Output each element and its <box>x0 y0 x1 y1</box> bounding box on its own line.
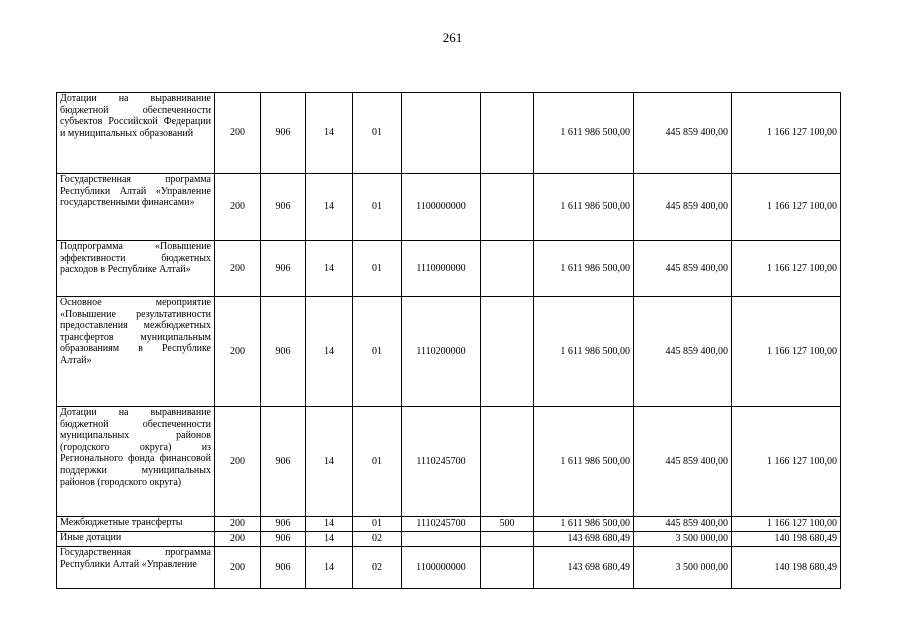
ministry-code-cell: 906 <box>261 241 306 297</box>
sum-federal-cell: 445 859 400,00 <box>634 407 732 517</box>
table-row <box>57 297 841 407</box>
sum-federal-cell: 3 500 000,00 <box>634 547 732 589</box>
admin-code-cell: 200 <box>215 547 261 589</box>
admin-code-cell: 200 <box>215 517 261 532</box>
table-row <box>57 517 841 532</box>
section-code-cell: 14 <box>306 532 353 547</box>
expense-type-cell <box>481 297 534 407</box>
sum-regional-cell: 1 166 127 100,00 <box>732 517 841 532</box>
row-name-cell: Дотации на выравнивание бюджетной обеспеченности субъектов Российской Федерации и муниципальных образований <box>57 93 215 174</box>
admin-code-cell: 200 <box>215 407 261 517</box>
admin-code-cell: 200 <box>215 532 261 547</box>
subsection-code-cell: 02 <box>353 532 402 547</box>
sum-total-cell: 1 611 986 500,00 <box>534 407 634 517</box>
admin-code-cell: 200 <box>215 297 261 407</box>
expense-type-cell <box>481 532 534 547</box>
subsection-code-cell: 01 <box>353 93 402 174</box>
sum-total-cell: 1 611 986 500,00 <box>534 297 634 407</box>
expense-type-cell <box>481 174 534 241</box>
row-name-cell: Подпрограмма «Повышение эффективности бюджетных расходов в Республике Алтай» <box>57 241 215 297</box>
target-code-cell: 1110000000 <box>402 241 481 297</box>
section-code-cell: 14 <box>306 297 353 407</box>
row-name-cell: Иные дотации <box>57 532 215 547</box>
expense-type-cell <box>481 93 534 174</box>
expense-type-cell: 500 <box>481 517 534 532</box>
target-code-cell: 1110245700 <box>402 407 481 517</box>
subsection-code-cell: 01 <box>353 517 402 532</box>
sum-total-cell: 1 611 986 500,00 <box>534 517 634 532</box>
ministry-code-cell: 906 <box>261 407 306 517</box>
table-row <box>57 407 841 517</box>
admin-code-cell: 200 <box>215 241 261 297</box>
subsection-code-cell: 01 <box>353 174 402 241</box>
sum-regional-cell: 140 198 680,49 <box>732 547 841 589</box>
expense-type-cell <box>481 241 534 297</box>
sum-total-cell: 1 611 986 500,00 <box>534 174 634 241</box>
admin-code-cell: 200 <box>215 174 261 241</box>
row-name-cell: Государственная программа Республики Алтай «Управление <box>57 547 215 589</box>
sum-regional-cell: 1 166 127 100,00 <box>732 407 841 517</box>
ministry-code-cell: 906 <box>261 93 306 174</box>
sum-total-cell: 143 698 680,49 <box>534 532 634 547</box>
section-code-cell: 14 <box>306 407 353 517</box>
target-code-cell <box>402 532 481 547</box>
section-code-cell: 14 <box>306 547 353 589</box>
row-name-cell: Основное мероприятие «Повышение результативности предоставления межбюджетных трансфертов муниципальным образованиям в Республике Алтай» <box>57 297 215 407</box>
section-code-cell: 14 <box>306 241 353 297</box>
sum-total-cell: 1 611 986 500,00 <box>534 241 634 297</box>
sum-regional-cell: 1 166 127 100,00 <box>732 241 841 297</box>
expense-type-cell <box>481 407 534 517</box>
sum-regional-cell: 1 166 127 100,00 <box>732 93 841 174</box>
target-code-cell: 1100000000 <box>402 174 481 241</box>
sum-federal-cell: 445 859 400,00 <box>634 297 732 407</box>
budget-table <box>56 92 841 589</box>
target-code-cell: 1110200000 <box>402 297 481 407</box>
section-code-cell: 14 <box>306 517 353 532</box>
expense-type-cell <box>481 547 534 589</box>
subsection-code-cell: 01 <box>353 297 402 407</box>
sum-federal-cell: 445 859 400,00 <box>634 93 732 174</box>
section-code-cell: 14 <box>306 93 353 174</box>
row-name-cell: Дотации на выравнивание бюджетной обеспеченности муниципальных районов (городского округа) из Регионального фонда финансовой поддержки муниципальных районов (городского округа) <box>57 407 215 517</box>
table-row <box>57 93 841 174</box>
sum-regional-cell: 1 166 127 100,00 <box>732 297 841 407</box>
section-code-cell: 14 <box>306 174 353 241</box>
ministry-code-cell: 906 <box>261 174 306 241</box>
sum-federal-cell: 445 859 400,00 <box>634 517 732 532</box>
sum-federal-cell: 445 859 400,00 <box>634 241 732 297</box>
target-code-cell: 1100000000 <box>402 547 481 589</box>
target-code-cell: 1110245700 <box>402 517 481 532</box>
page-number: 261 <box>442 30 463 45</box>
sum-total-cell: 143 698 680,49 <box>534 547 634 589</box>
subsection-code-cell: 02 <box>353 547 402 589</box>
ministry-code-cell: 906 <box>261 532 306 547</box>
row-name-cell: Государственная программа Республики Алтай «Управление государственными финансами» <box>57 174 215 241</box>
sum-total-cell: 1 611 986 500,00 <box>534 93 634 174</box>
sum-federal-cell: 3 500 000,00 <box>634 532 732 547</box>
sum-regional-cell: 140 198 680,49 <box>732 532 841 547</box>
target-code-cell <box>402 93 481 174</box>
table-row <box>57 241 841 297</box>
subsection-code-cell: 01 <box>353 241 402 297</box>
subsection-code-cell: 01 <box>353 407 402 517</box>
table-row <box>57 547 841 589</box>
table-row <box>57 532 841 547</box>
ministry-code-cell: 906 <box>261 297 306 407</box>
ministry-code-cell: 906 <box>261 547 306 589</box>
sum-regional-cell: 1 166 127 100,00 <box>732 174 841 241</box>
admin-code-cell: 200 <box>215 93 261 174</box>
table-row <box>57 174 841 241</box>
sum-federal-cell: 445 859 400,00 <box>634 174 732 241</box>
row-name-cell: Межбюджетные трансферты <box>57 517 215 532</box>
ministry-code-cell: 906 <box>261 517 306 532</box>
